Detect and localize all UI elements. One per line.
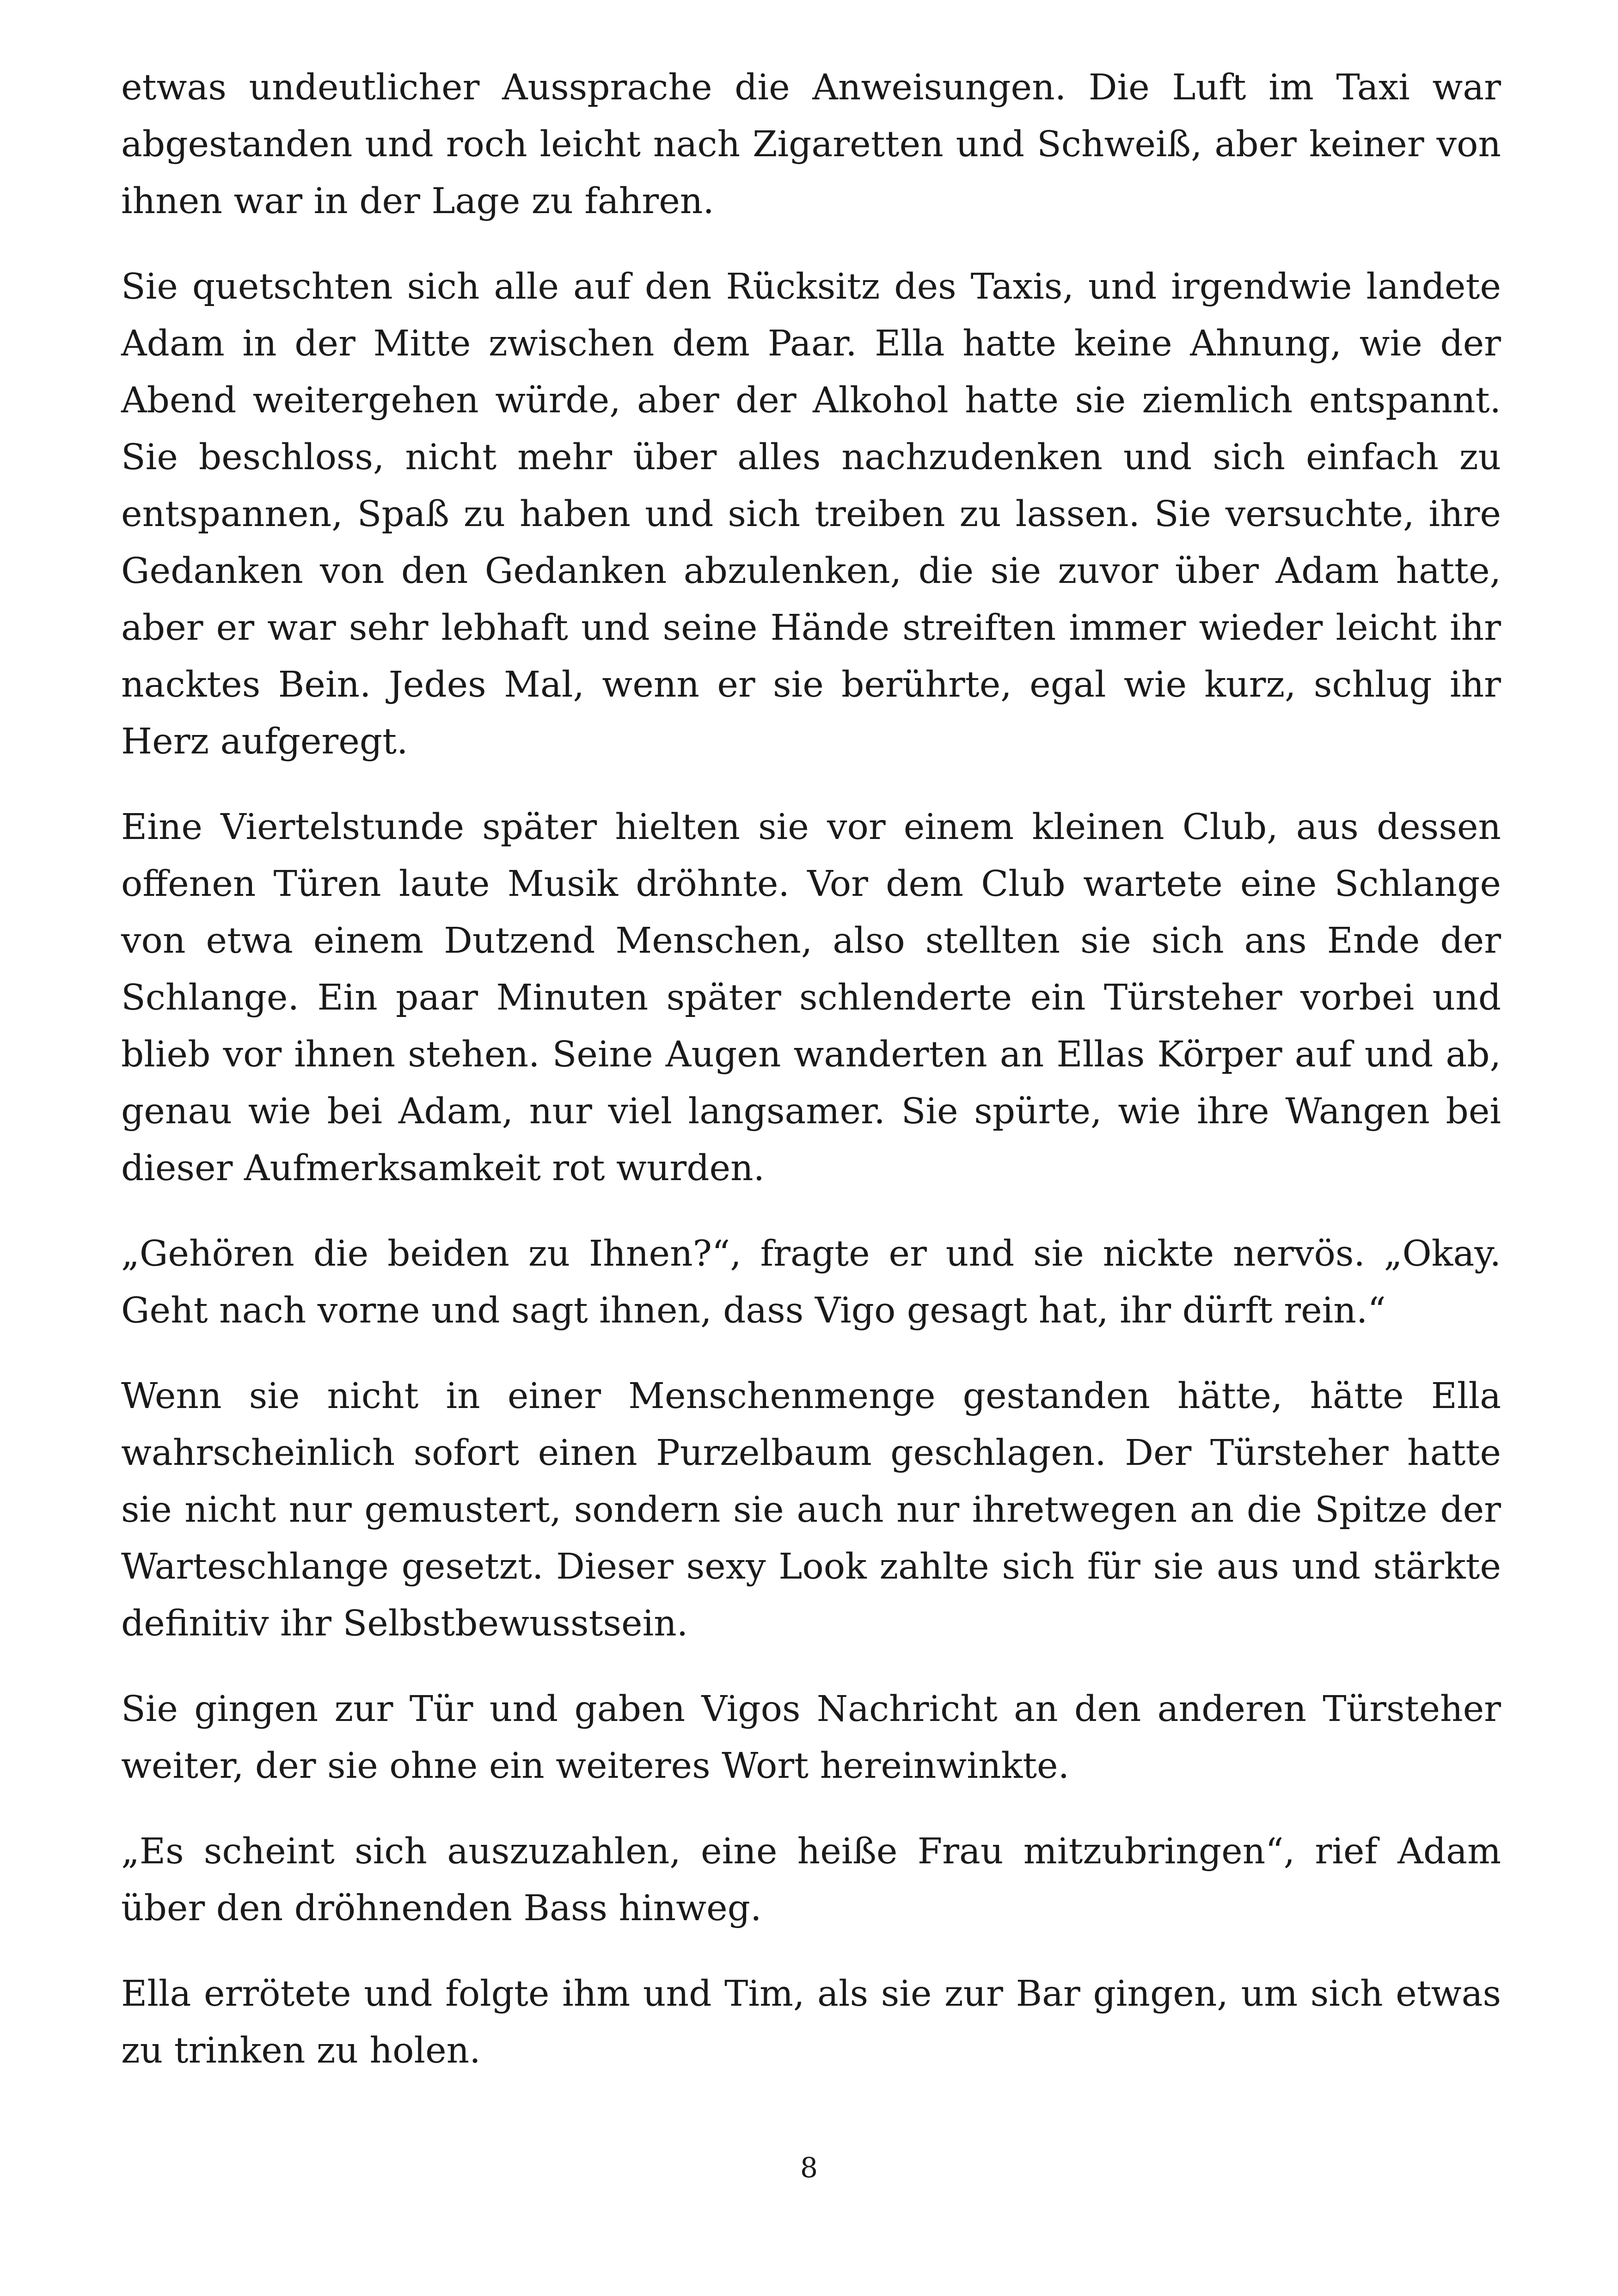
paragraph: Sie gingen zur Tür und gaben Vigos Nachricht an den anderen Türsteher weiter, der sie ohne ein weiteres Wort hereinwinkte.	[121, 1689, 1501, 1787]
paragraph: Wenn sie nicht in einer Menschenmenge gestanden hätte, hätte Ella wahrscheinlich sofort einen Purzelbaum geschlagen. Der Türsteher hatte sie nicht nur gemustert, sondern sie auch nur ihretwegen an die Spitze der Warteschlange gesetzt. Dieser sexy Look zahlte sich für sie aus und stärkte definitiv ihr Selbstbewusstsein.	[121, 1376, 1501, 1644]
paragraph: „Es scheint sich auszuzahlen, eine heiße Frau mitzubringen“, rief Adam über den dröhnenden Bass hinweg.	[121, 1831, 1501, 1929]
body-text	[121, 59, 1501, 2108]
paragraph: „Gehören die beiden zu Ihnen?“, fragte er und sie nickte nervös. „Okay. Geht nach vorne und sagt ihnen, dass Vigo gesagt hat, ihr dürft rein.“	[121, 1233, 1501, 1331]
paragraph: etwas undeutlicher Aussprache die Anweisungen. Die Luft im Taxi war abgestanden und roch leicht nach Zigaretten und Schweiß, aber keiner von ihnen war in der Lage zu fahren.	[121, 67, 1501, 222]
paragraph: Sie quetschten sich alle auf den Rücksitz des Taxis, und irgendwie landete Adam in der Mitte zwischen dem Paar. Ella hatte keine Ahnung, wie der Abend weitergehen würde, aber der Alkohol hatte sie ziemlich entspannt. Sie beschloss, nicht mehr über alles nachzudenken und sich einfach zu entspannen, Spaß zu haben und sich treiben zu lassen. Sie versuchte, ihre Gedanken von den Gedanken abzulenken, die sie zuvor über Adam hatte, aber er war sehr lebhaft und seine Hände streiften immer wieder leicht ihr nacktes Bein. Jedes Mal, wenn er sie berührte, egal wie kurz, schlug ihr Herz aufgeregt.	[121, 266, 1501, 762]
page-number: 8	[800, 2152, 818, 2184]
paragraph: Ella errötete und folgte ihm und Tim, als sie zur Bar gingen, um sich etwas zu trinken zu holen.	[121, 1973, 1501, 2071]
paragraph: Eine Viertelstunde später hielten sie vor einem kleinen Club, aus dessen offenen Türen laute Musik dröhnte. Vor dem Club wartete eine Schlange von etwa einem Dutzend Menschen, also stellten sie sich ans Ende der Schlange. Ein paar Minuten später schlenderte ein Türsteher vorbei und blieb vor ihnen stehen. Seine Augen wanderten an Ellas Körper auf und ab, genau wie bei Adam, nur viel langsamer. Sie spürte, wie ihre Wangen bei dieser Aufmerksamkeit rot wurden.	[121, 807, 1501, 1189]
